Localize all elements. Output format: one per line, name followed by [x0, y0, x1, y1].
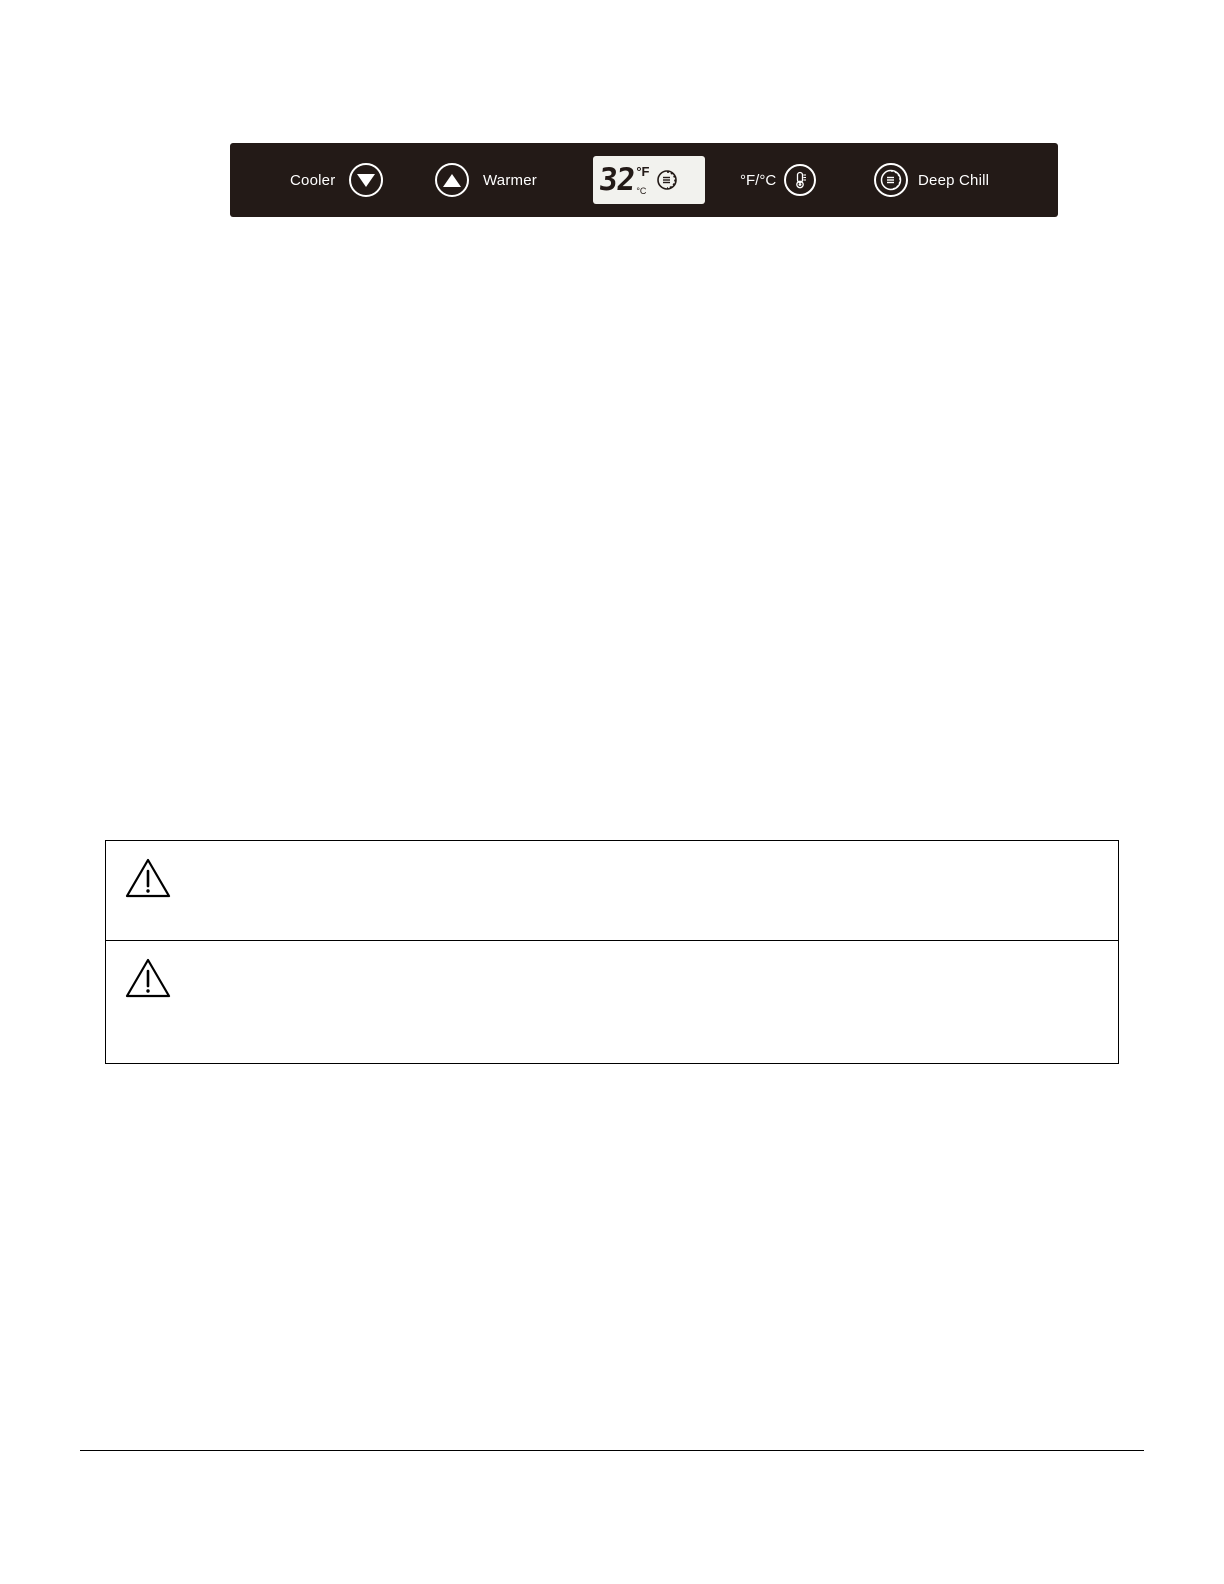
- deep-chill-label: Deep Chill: [918, 171, 990, 189]
- warmer-control[interactable]: [435, 163, 537, 197]
- footer-divider: [80, 1450, 1144, 1451]
- cooler-down-arrow-icon[interactable]: [349, 163, 383, 197]
- units-label: °F/°C: [740, 171, 777, 189]
- celsius-unit-label: °C: [636, 185, 647, 196]
- temperature-units: [636, 165, 649, 196]
- deep-chill-control[interactable]: [874, 163, 989, 197]
- temperature-value: 32: [597, 161, 637, 198]
- refrigerator-control-panel: [230, 143, 1058, 217]
- warmer-up-arrow-icon[interactable]: [435, 163, 469, 197]
- warmer-label: Warmer: [483, 171, 537, 189]
- thermometer-icon[interactable]: [784, 164, 816, 196]
- deep-chill-indicator-icon: [655, 168, 679, 192]
- temperature-display: [593, 156, 705, 204]
- warning-triangle-icon: [124, 857, 1100, 904]
- fahrenheit-unit-label: °F: [636, 163, 650, 179]
- cooler-control[interactable]: [290, 163, 383, 197]
- cooler-label: Cooler: [290, 171, 336, 189]
- warning-triangle-icon: [124, 957, 1100, 1004]
- units-toggle-control[interactable]: [740, 164, 816, 196]
- deep-chill-icon[interactable]: [874, 163, 908, 197]
- triangle-up-icon: [443, 174, 461, 187]
- notice-box-2: [106, 941, 1118, 1063]
- notice-box-1: [106, 841, 1118, 941]
- notice-boxes: [105, 840, 1119, 1064]
- triangle-down-icon: [357, 174, 375, 187]
